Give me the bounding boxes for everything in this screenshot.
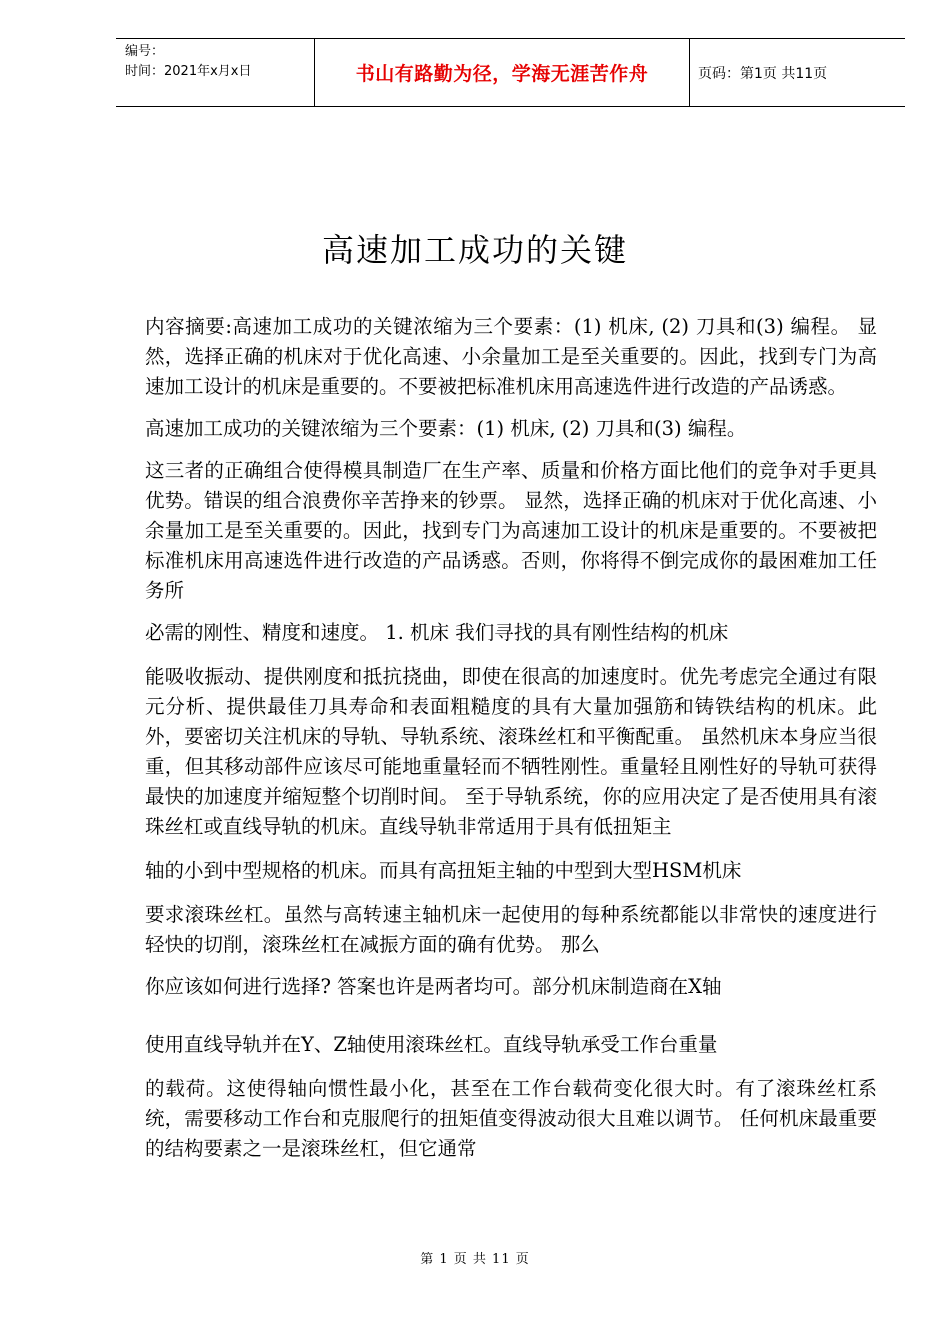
- document-title: 高速加工成功的关键: [321, 231, 628, 269]
- paragraph-body: 你应该如何进行选择? 答案也许是两者均可。部分机床制造商在X轴: [145, 975, 722, 998]
- header-page-cell: [690, 39, 905, 106]
- paragraph-abstract: 内容摘要:高速加工成功的关键浓缩为三个要素：(1) 机床, (2) 刀具和(3) 编程。 显然，选择正确的机床对于优化高速、小余量加工是至关重要的。因此，找到专门为高速加工设计的机床是重要的。不要被把标准机床用高速选件进行改造的产品诱惑。: [145, 315, 877, 398]
- time-label: 时间：2021年x月x日: [125, 64, 252, 79]
- paragraph-body: 必需的刚性、精度和速度。 1. 机床 我们寻找的具有刚性结构的机床: [145, 621, 729, 644]
- header-motto-cell: [315, 39, 690, 106]
- header-meta-cell: [116, 39, 315, 106]
- document-header: [116, 38, 905, 107]
- document-body: [145, 312, 877, 1164]
- paragraph-body: 能吸收振动、提供刚度和抵抗挠曲，即使在很高的加速度时。优先考虑完全通过有限元分析、提供最佳刀具寿命和表面粗糙度的具有大量加强筋和铸铁结构的机床。此外，要密切关注机床的导轨、导轨系统、滚珠丝杠和平衡配重。 虽然机床本身应当很重，但其移动部件应该尽可能地重量轻而不牺牲刚性。重量轻且刚性好的导轨可获得最快的加速度并缩短整个切削时间。 至于导轨系统，你的应用决定了是否使用具有滚珠丝杠或直线导轨的机床。直线导轨非常适用于具有低扭矩主: [145, 665, 877, 838]
- paragraph-summary: 高速加工成功的关键浓缩为三个要素：(1) 机床, (2) 刀具和(3) 编程。: [145, 417, 747, 440]
- paragraph-body: 的载荷。这使得轴向惯性最小化，甚至在工作台载荷变化很大时。有了滚珠丝杠系统，需要移动工作台和克服爬行的扭矩值变得波动很大且难以调节。 任何机床最重要的结构要素之一是滚珠丝杠，但它通常: [145, 1077, 877, 1160]
- page-footer: 第 1 页 共 11 页: [420, 1252, 530, 1267]
- paragraph-body: 使用直线导轨并在Y、Z轴使用滚珠丝杠。直线导轨承受工作台重量: [145, 1033, 718, 1056]
- paragraph-body: 这三者的正确组合使得模具制造厂在生产率、质量和价格方面比他们的竞争对手更具优势。错误的组合浪费你辛苦挣来的钞票。 显然，选择正确的机床对于优化高速、小余量加工是至关重要的。因此，找到专门为高速加工设计的机床是重要的。不要被把标准机床用高速选件进行改造的产品诱惑。否则，你将得不倒完成你的最困难加工任务所: [145, 459, 877, 602]
- paragraph-body: 要求滚珠丝杠。虽然与高转速主轴机床一起使用的每种系统都能以非常快的速度进行轻快的切削，滚珠丝杠在减振方面的确有优势。 那么: [145, 903, 877, 956]
- serial-number-label: 编号：: [125, 44, 165, 59]
- header-motto: 书山有路勤为径，学海无涯苦作舟: [355, 63, 649, 85]
- header-page-info: 页码：第1页 共11页: [698, 65, 828, 82]
- paragraph-body: 轴的小到中型规格的机床。而具有高扭矩主轴的中型到大型HSM机床: [145, 859, 742, 882]
